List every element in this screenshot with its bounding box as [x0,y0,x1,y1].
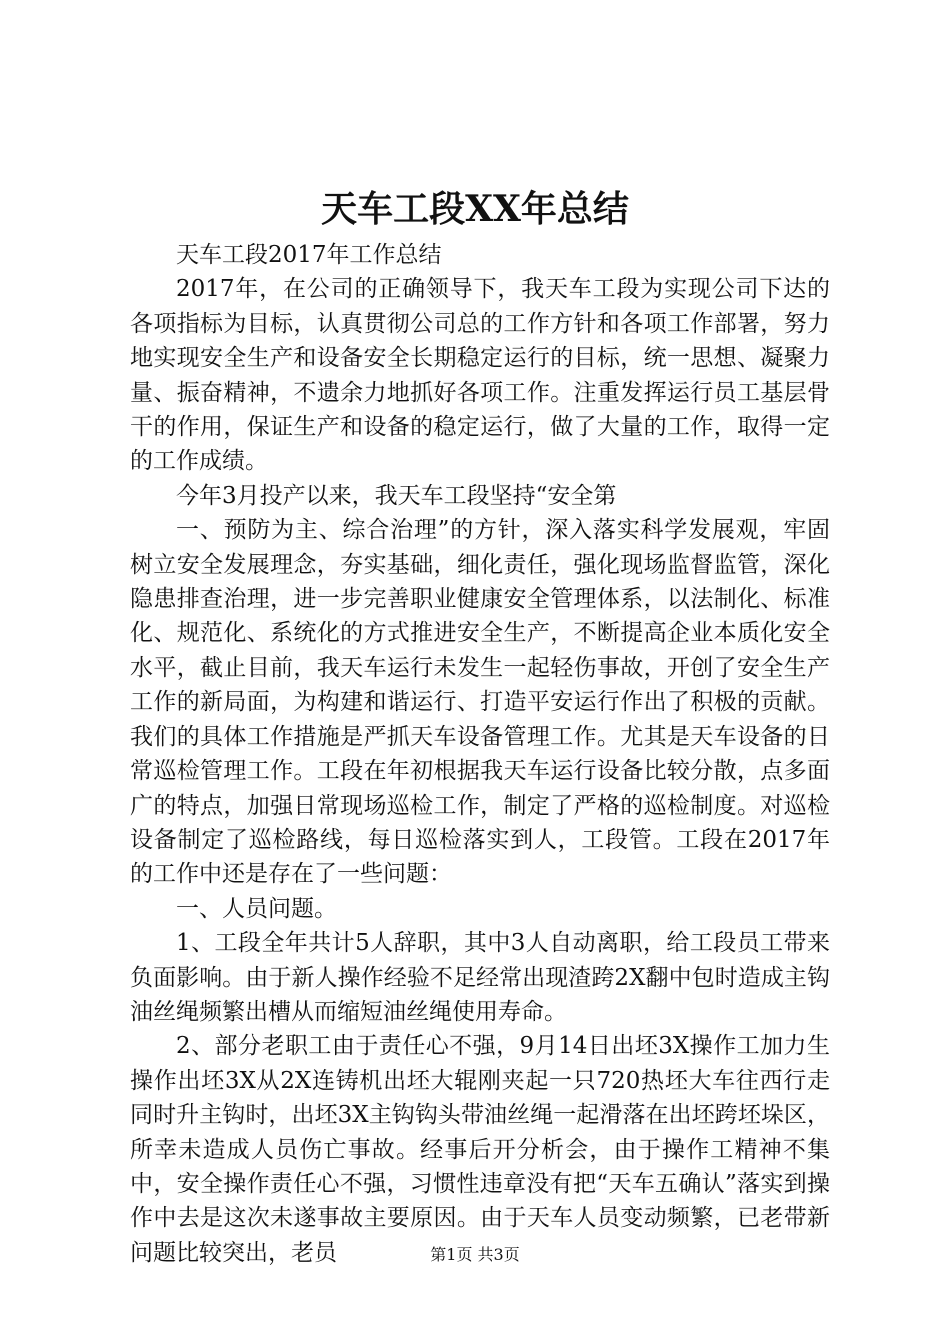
paragraph-intro: 2017年，在公司的正确领导下，我天车工段为实现公司下达的各项指标为目标，认真贯彻公司总的工作方针和各项工作部署，努力地实现安全生产和设备安全长期稳定运行的目标，统一思想、凝聚力量、振奋精神，不遗余力地抓好各项工作。注重发挥运行员工基层骨干的作用，保证生产和设备的稳定运行，做了大量的工作，取得一定的工作成绩。 [130,276,830,475]
paragraph-since-march: 今年3月投产以来，我天车工段坚持“安全第 [176,482,617,509]
paragraph-item-1: 1、工段全年共计5人辞职，其中3人自动离职，给工段员工带来负面影响。由于新人操作经验不足经常出现渣跨2X翻中包时造成主钩油丝绳频繁出槽从而缩短油丝绳使用寿命。 [130,930,830,1025]
paragraph-item-2: 2、部分老职工由于责任心不强，9月14日出坯3X操作工加力生操作出坯3X从2X连铸机出坯大辊刚夹起一只720热坯大车往西行走同时升主钩时，出坯3X主钩钩头带油丝绳一起滑落在出坯跨坯垛区，所幸未造成人员伤亡事故。经事后开分析会，由于操作工精神不集中，安全操作责任心不强，习惯性违章没有把“天车五确认”落实到操作中去是这次未遂事故主要原因。由于天车人员变动频繁，已老带新问题比较突出，老员 [130,1033,830,1266]
document-title: 天车工段XX年总结 [321,188,629,230]
paragraph-personnel-heading: 一、人员问题。 [176,895,337,922]
paragraph-subtitle: 天车工段2017年工作总结 [176,242,442,268]
document-body [130,238,830,1270]
page-footer: 第1页 共3页 [430,1245,520,1264]
paragraph-safety-policy: 一、预防为主、综合治理”的方针，深入落实科学发展观，牢固树立安全发展理念，夯实基础，细化责任，强化现场监督监管，深化隐患排查治理，进一步完善职业健康安全管理体系，以法制化、标准化、规范化、系统化的方式推进安全生产，不断提高企业本质化安全水平，截止目前，我天车运行未发生一起轻伤事故，开创了安全生产工作的新局面，为构建和谐运行、打造平安运行作出了积极的贡献。我们的具体工作措施是严抓天车设备管理工作。尤其是天车设备的日常巡检管理工作。工段在年初根据我天车运行设备比较分散，点多面广的特点，加强日常现场巡检工作，制定了严格的巡检制度。对巡检设备制定了巡检路线，每日巡检落实到人，工段管。工段在2017年的工作中还是存在了一些问题： [130,517,830,888]
